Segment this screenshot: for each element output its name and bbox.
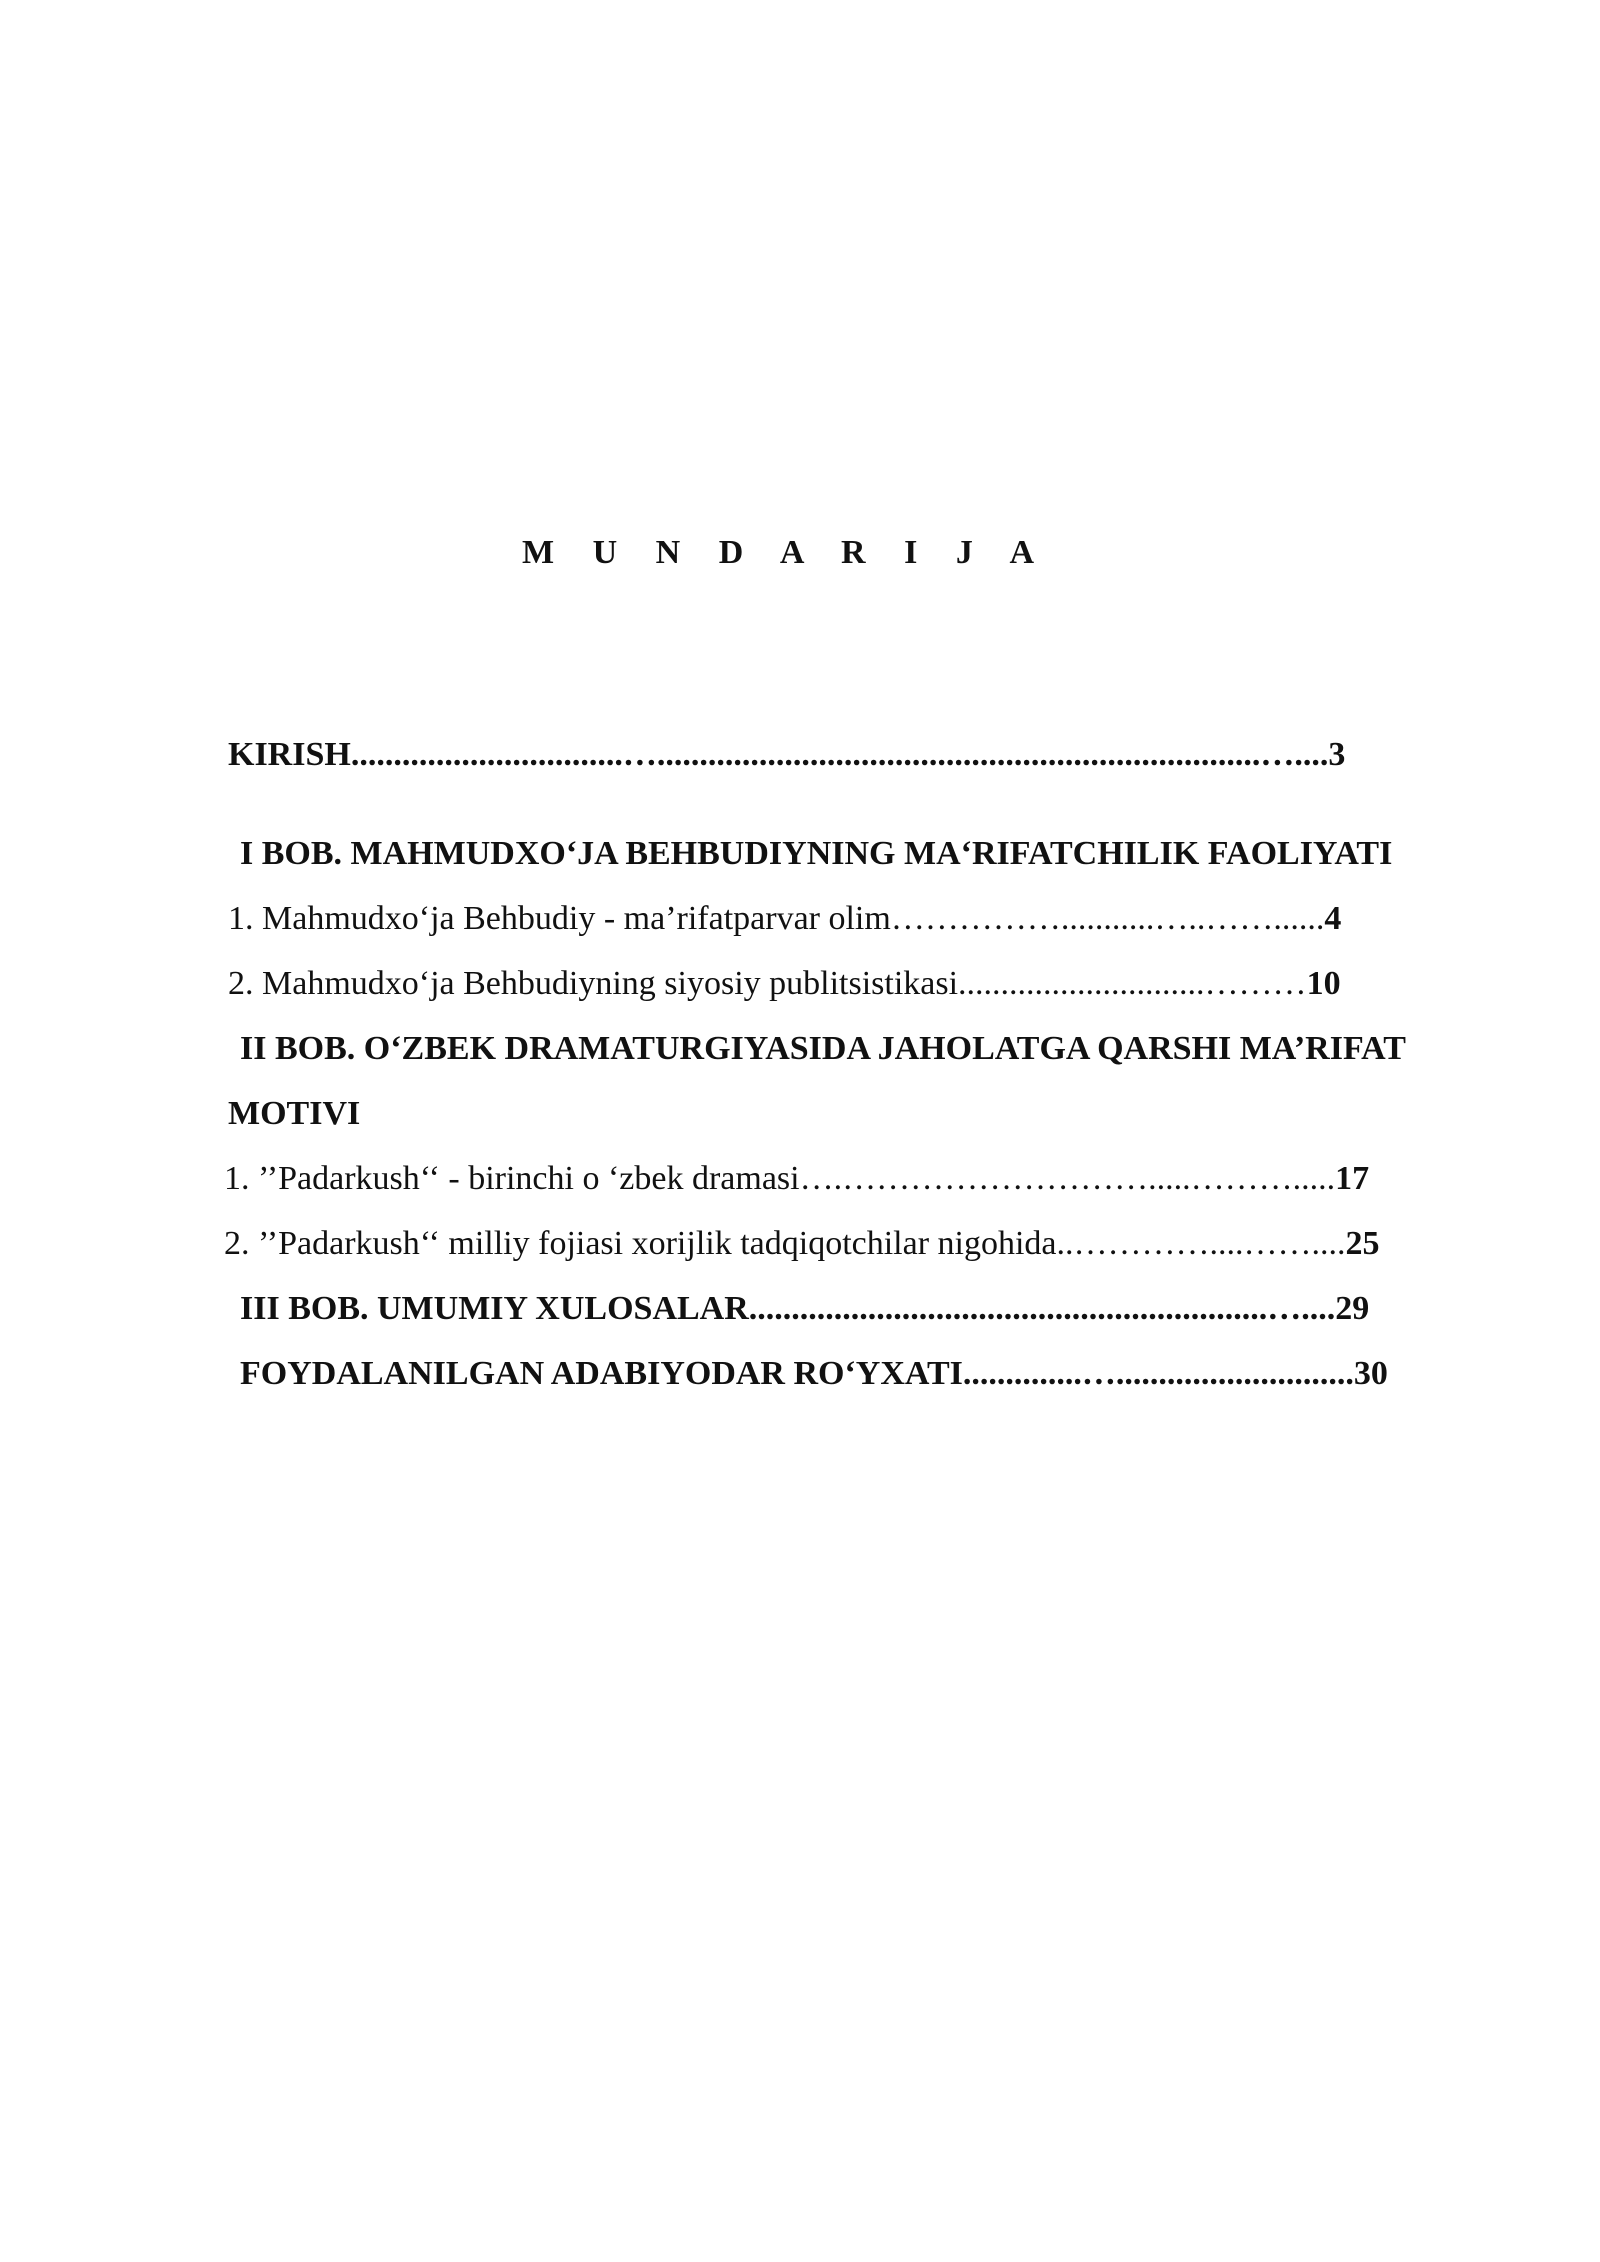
toc-entry-text: 1. ’’Padarkush‘‘ - birinchi o ‘zbek dramasi….……………………….....………..... [224, 1160, 1336, 1197]
toc-chapter-1-heading: I BOB. MAHMUDXO‘JA BEHBUDIYNING MA‘RIFATCHILIK FAOLIYATI [240, 835, 1393, 872]
toc-entry-2-1 [224, 1159, 1369, 1199]
toc-chapter-2-heading: II BOB. O‘ZBEK DRAMATURGIYASIDA JAHOLATGA QARSHI MA’RIFAT [240, 1030, 1406, 1067]
toc-chapter-2-heading-cont: MOTIVI [228, 1095, 361, 1132]
toc-entry-text: 2. ’’Padarkush‘‘ milliy fojiasi xorijlik tadqiqotchilar nigohida..…………....…….... [224, 1225, 1346, 1262]
toc-page-number: 10 [1306, 965, 1341, 1002]
toc-entry-1-2 [228, 964, 1341, 1004]
toc-title: M U N D A R I J A [522, 534, 1050, 571]
toc-page-number: 4 [1324, 900, 1342, 937]
toc-page-number: 25 [1345, 1225, 1380, 1262]
toc-entry-text: 1. Mahmudxo‘ja Behbudiy - ma’rifatparvar olim……………...........…..……...... [228, 900, 1325, 937]
toc-page-number: 17 [1335, 1160, 1370, 1197]
toc-entry-text: 2. Mahmudxo‘ja Behbudiyning siyosiy publitsistikasi.............................……… [228, 965, 1307, 1002]
toc-entry-text: KIRISH................................….......................................................................….... [228, 736, 1329, 773]
toc-page-number: 30 [1353, 1355, 1388, 1392]
toc-page-number: 29 [1335, 1290, 1370, 1327]
toc-chapter-3-entry [240, 1289, 1369, 1329]
toc-entry-text: III BOB. UMUMIY XULOSALAR.............................................................….... [240, 1290, 1336, 1327]
toc-entry-1-1 [228, 899, 1341, 939]
toc-bibliography-entry [240, 1354, 1388, 1394]
toc-entry-2-2 [224, 1224, 1380, 1264]
toc-page-number: 3 [1328, 736, 1346, 773]
toc-entry-text: FOYDALANILGAN ADABIYODAR RO‘YXATI..............…............................ [240, 1355, 1354, 1392]
toc-entry-kirish [228, 735, 1345, 775]
